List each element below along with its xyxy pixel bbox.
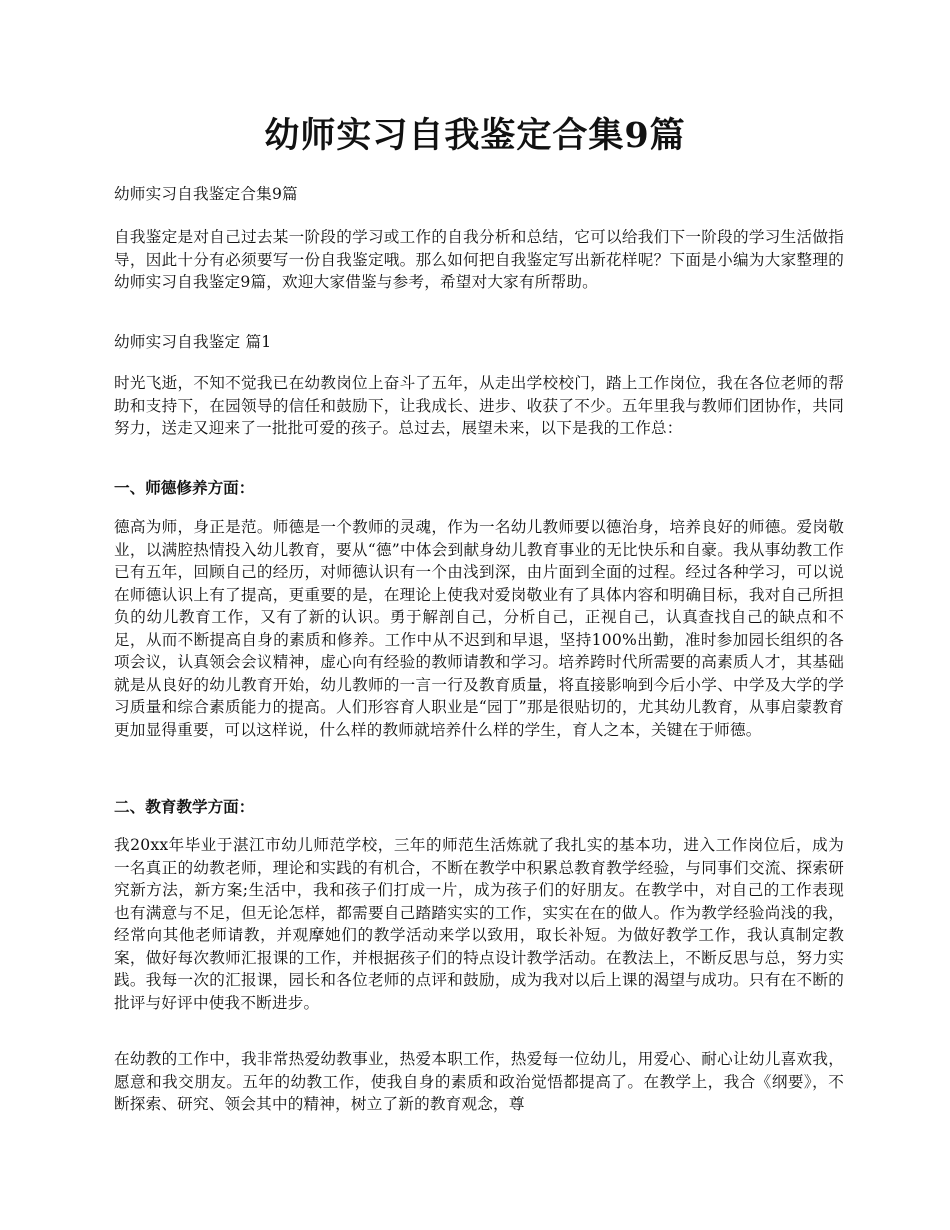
document-title: 幼师实习自我鉴定合集9篇	[264, 115, 686, 156]
section-intro-paragraph: 时光飞逝，不知不觉我已在幼教岗位上奋斗了五年，从走出学校校门，踏上工作岗位，我在各位老师的帮助和支持下，在园领导的信任和鼓励下，让我成长、进步、收获了不少。五年里我与教师们团协作，共同努力，送走又迎来了一批批可爱的孩子。总过去，展望未来，以下是我的工作总：	[114, 374, 844, 437]
teaching-paragraph: 我20xx年毕业于湛江市幼儿师范学校，三年的师范生活炼就了我扎实的基本功，进入工作岗位后，成为一名真正的幼教老师，理论和实践的有机合，不断在教学中积累总教育教学经验，与同事们交流、探索研究新方法，新方案;生活中，我和孩子们打成一片，成为孩子们的好朋友。在教学中，对自己的工作表现也有满意与不足，但无论怎样，都需要自己踏踏实实的工作，实实在在的做人。作为教学经验尚浅的我，经常向其他老师请教，并观摩她们的教学活动来学以致用，取长补短。为做好教学工作，我认真制定教案，做好每次教师汇报课的工作，并根据孩子们的特点设计教学活动。在教法上，不断反思与总，努力实践。我每一次的汇报课，园长和各位老师的点评和鼓励，成为我对以后上课的渴望与成功。只有在不断的批评与好评中使我不断进步。	[114, 836, 844, 1012]
section-label: 幼师实习自我鉴定 篇1	[114, 333, 272, 351]
intro-paragraph: 自我鉴定是对自己过去某一阶段的学习或工作的自我分析和总结，它可以给我们下一阶段的学习生活做指导，因此十分有必须要写一份自我鉴定哦。那么如何把自我鉴定写出新花样呢？下面是小编为大家整理的幼师实习自我鉴定9篇，欢迎大家借鉴与参考，希望对大家有所帮助。	[114, 228, 844, 291]
heading-teaching: 二、教育教学方面：	[114, 797, 255, 816]
ethics-paragraph: 德高为师，身正是范。师德是一个教师的灵魂，作为一名幼儿教师要以德治身，培养良好的师德。爱岗敬业，以满腔热情投入幼儿教育，要从“德”中体会到献身幼儿教育事业的无比快乐和自豪。我从事幼教工作已有五年，回顾自己的经历，对师德认识有一个由浅到深，由片面到全面的过程。经过各种学习，可以说在师德认识上有了提高，更重要的是，在理论上使我对爱岗敬业有了具体内容和明确目标，我对自己所担负的幼儿教育工作，又有了新的认识。勇于解剖自己，分析自己，正视自己，认真查找自己的缺点和不足，从而不断提高自身的素质和修养。工作中从不迟到和早退，坚持100%出勤，准时参加园长组织的各项会议，认真领会会议精神，虚心向有经验的教师请教和学习。培养跨时代所需要的高素质人才，其基础就是从良好的幼儿教育开始，幼儿教师的一言一行及教育质量，将直接影响到今后小学、中学及大学的学习质量和综合素质能力的提高。人们形容育人职业是“园丁”那是很贴切的，尤其幼儿教育，从事启蒙教育更加显得重要，可以这样说，什么样的教师就培养什么样的学生，育人之本，关键在于师德。	[114, 518, 844, 739]
heading-ethics: 一、师德修养方面：	[114, 478, 255, 497]
work-paragraph: 在幼教的工作中，我非常热爱幼教事业，热爱本职工作，热爱每一位幼儿，用爱心、耐心让幼儿喜欢我，愿意和我交朋友。五年的幼教工作，使我自身的素质和政治觉悟都提高了。在教学上，我合《纲要》，不断探索、研究、领会其中的精神，树立了新的教育观念，尊	[114, 1050, 844, 1113]
document-subtitle: 幼师实习自我鉴定合集9篇	[114, 185, 298, 203]
